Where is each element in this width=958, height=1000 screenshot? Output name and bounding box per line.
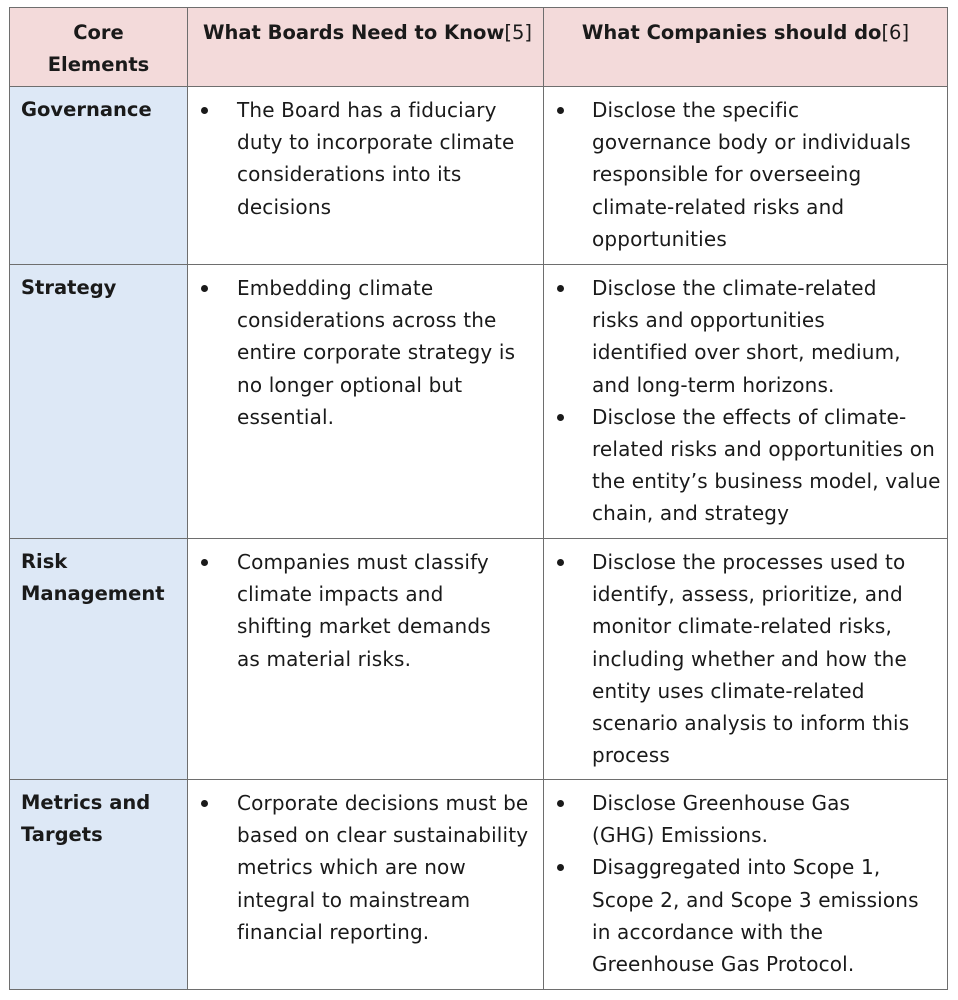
header-core-elements [10,8,188,87]
header-boards-text: What Boards Need to Know [202,21,505,44]
list-item: Disclose the effects of climate-related risks and opportunities on the entity’s business model, value chain, and strategy [544,401,941,530]
companies-cell [544,265,948,539]
list-item: Companies must classify climate impacts and shifting market demands as material risks. [188,546,537,675]
table-row [10,87,948,265]
boards-cell [188,87,544,265]
header-core-elements-text: Core Elements [47,21,150,76]
boards-cell [188,780,544,990]
header-companies-text: What Companies should do [581,21,882,44]
row-element-label: Governance [10,87,188,265]
header-companies [544,8,948,87]
boards-cell [188,265,544,539]
table-row [10,265,948,539]
row-element-label: Metrics and Targets [10,780,188,990]
header-boards [188,8,544,87]
list-item: Disaggregated into Scope 1, Scope 2, and Scope 3 emissions in accordance with the Greenhouse Gas Protocol. [544,851,941,980]
list-item: Disclose the specific governance body or individuals responsible for overseeing climate-related risks and opportunities [544,94,941,255]
row-element-label: Strategy [10,265,188,539]
boards-cell [188,539,544,780]
list-item: Corporate decisions must be based on clear sustainability metrics which are now integral to mainstream financial reporting. [188,787,537,948]
companies-cell [544,539,948,780]
header-companies-ref: [6] [881,21,910,44]
list-item: Disclose Greenhouse Gas (GHG) Emissions. [544,787,941,851]
companies-cell [544,87,948,265]
core-elements-table [9,7,948,990]
row-element-label: Risk Management [10,539,188,780]
header-boards-ref: [5] [504,21,533,44]
table-row [10,539,948,780]
table-container [9,7,948,990]
list-item: Disclose the climate-related risks and opportunities identified over short, medium, and long-term horizons. [544,272,941,401]
list-item: Embedding climate considerations across the entire corporate strategy is no longer optional but essential. [188,272,537,433]
list-item: The Board has a fiduciary duty to incorporate climate considerations into its decisions [188,94,537,223]
table-row [10,780,948,990]
companies-cell [544,780,948,990]
list-item: Disclose the processes used to identify, assess, prioritize, and monitor climate-related risks, including whether and how the entity uses climate-related scenario analysis to inform this process [544,546,941,771]
table-header-row [10,8,948,87]
